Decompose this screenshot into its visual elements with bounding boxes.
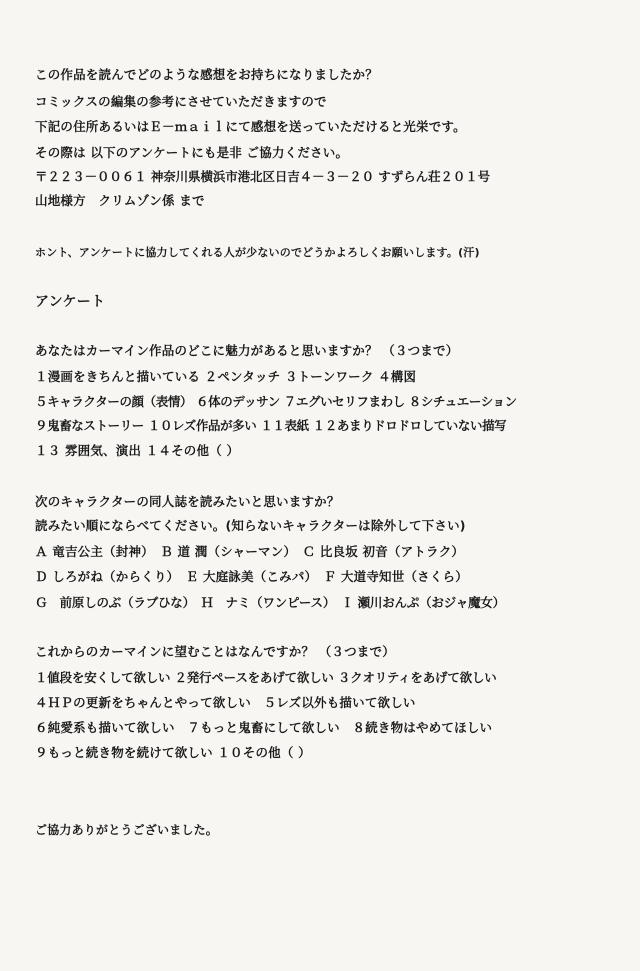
q1-options-row: ９鬼畜なストーリー １０レズ作品が多い １１表紙 １２あまりドロドロしていない描写: [35, 418, 507, 433]
intro-line-1: この作品を読んでどのような感想をお持ちになりましたか？: [35, 67, 378, 82]
q1-question: あなたはカーマイン作品のどこに魅力があると思いますか？ （３つまで）: [35, 343, 459, 358]
intro-line-3: 下記の住所あるいはＥ－ｍａｉｌにて感想を送っていただけると光栄です。: [35, 119, 466, 134]
q3-options-row: ４ＨＰの更新をちゃんとやって欲しい ５レズ以外も描いて欲しい: [35, 695, 416, 710]
q2-character-row: Ｇ 前原しのぶ（ラブひな） Ｈ ナミ（ワンピース） Ｉ 瀬川おんぷ（おジャ魔女）: [35, 595, 505, 610]
closing-thanks: ご協力ありがとうございました。: [35, 823, 219, 837]
q1-options-row: ５キャラクターの顔（表情） ６体のデッサン ７エグいセリフまわし ８シチュエーション: [35, 394, 517, 409]
q2-question: 次のキャラクターの同人誌を読みたいと思いますか？: [35, 494, 340, 509]
request-note: ホント、アンケートに協力してくれる人が少ないのでどうかよろしくお願いします。(汗): [35, 246, 480, 259]
q1-options-row: １３ 雰囲気、演出 １４その他（ ）: [35, 443, 240, 458]
survey-title: アンケート: [35, 294, 106, 310]
bleed-through-shadow: [210, 328, 450, 342]
q2-character-row: Ｄ しろがね（からくり） Ｅ 大庭詠美（こみパ） Ｆ 大道寺知世（さくら）: [35, 569, 468, 584]
mailing-address: 〒２２３－００６１ 神奈川県横浜市港北区日吉４－３－２０ すずらん荘２０１号: [35, 169, 491, 184]
q2-instruction: 読みたい順にならべてください。(知らないキャラクターは除外して下さい): [35, 518, 466, 533]
q3-options-row: １値段を安くして欲しい ２発行ペースをあげて欲しい ３クオリティをあげて欲しい: [35, 670, 497, 685]
q3-options-row: ９もっと続き物を続けて欲しい １０その他（ ）: [35, 745, 311, 760]
q3-options-row: ６純愛系も描いて欲しい ７もっと鬼畜にして欲しい ８続き物はやめてほしい: [35, 720, 493, 735]
mailing-recipient: 山地様方 クリムゾン係 まで: [35, 193, 205, 208]
intro-line-4: その際は 以下のアンケートにも是非 ご協力ください。: [35, 145, 349, 160]
q2-character-row: Ａ 竜吉公主（封神） Ｂ 道 潤（シャーマン） Ｃ 比良坂 初音（アトラク）: [35, 544, 465, 559]
q3-question: これからのカーマインに望むことはなんですか？ （３つまで）: [35, 644, 395, 659]
q1-options-row: １漫画をきちんと描いている ２ペンタッチ ３トーンワーク ４構図: [35, 369, 417, 384]
intro-line-2: コミックスの編集の参考にさせていただきますので: [35, 94, 327, 109]
